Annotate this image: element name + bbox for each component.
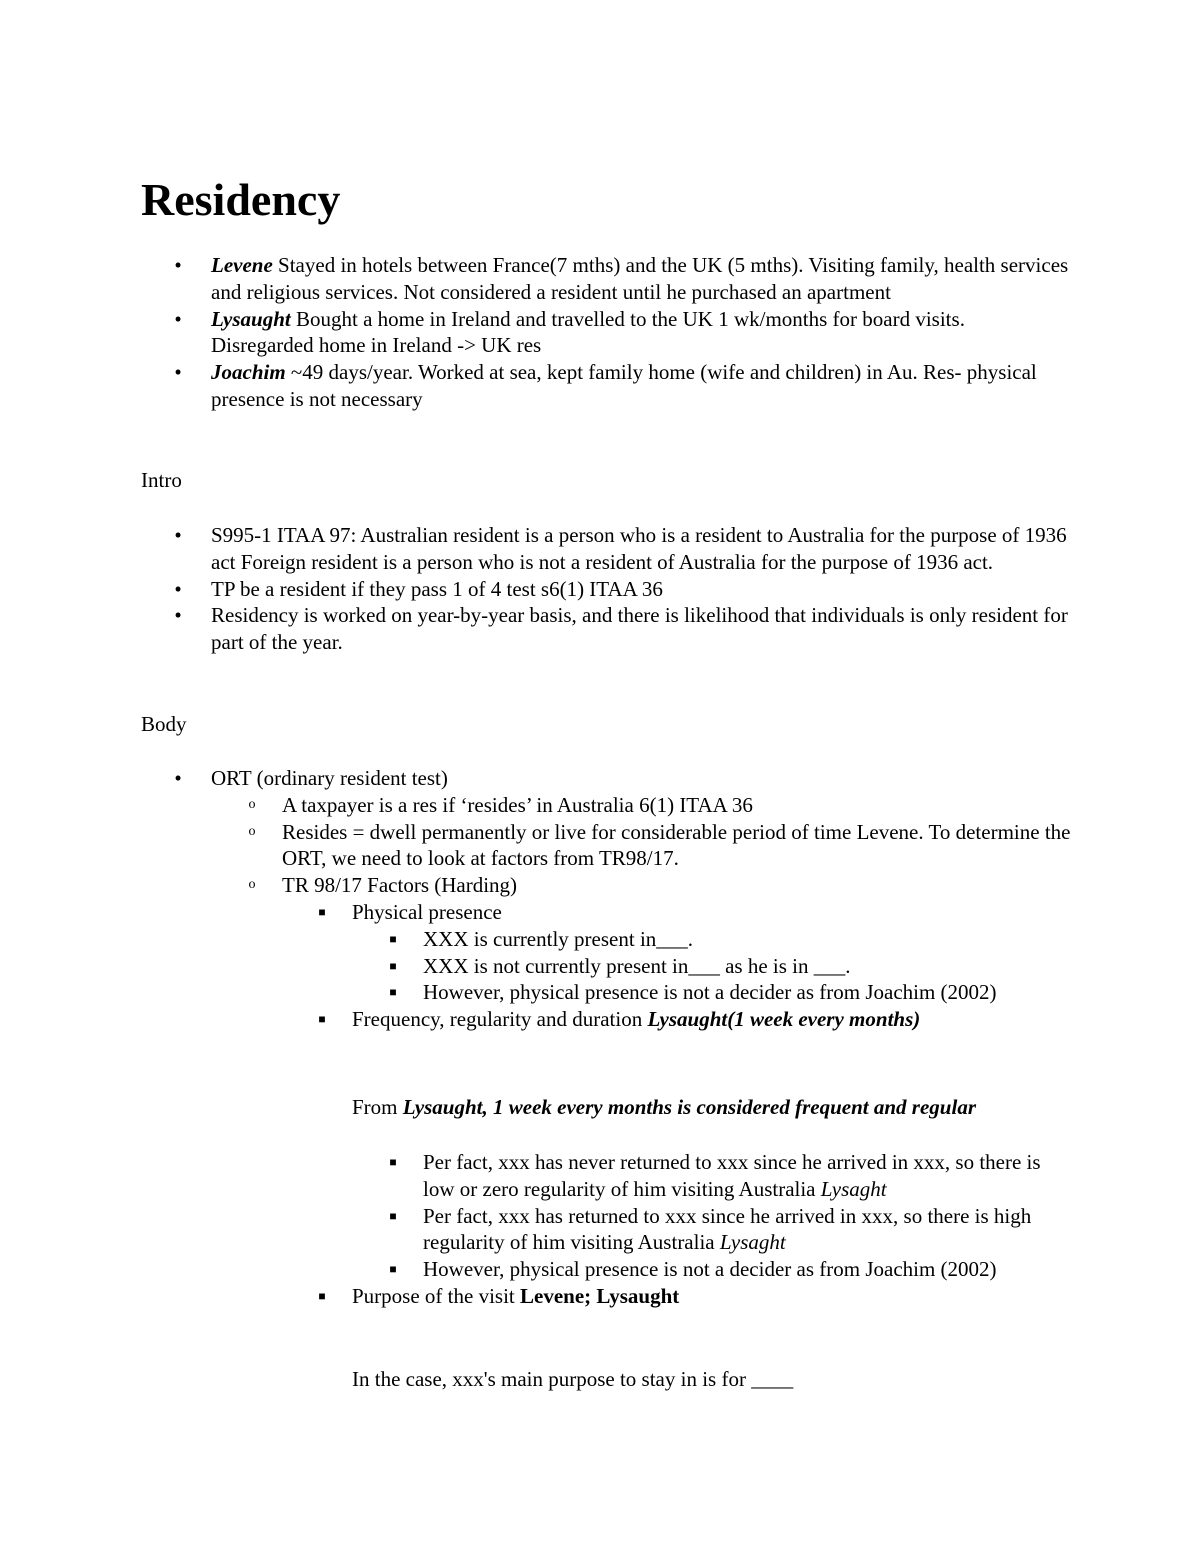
case-name: Levene <box>211 253 273 277</box>
square-bullet-icon: ■ <box>389 1155 397 1169</box>
frequency-list <box>0 1149 1200 1310</box>
list-item-text: A taxpayer is a res if ‘resides’ in Australia 6(1) ITAA 36 <box>282 792 753 817</box>
list-item <box>0 819 1072 873</box>
list-item <box>0 1283 1072 1310</box>
ort-label: ORT (ordinary resident test) <box>211 766 448 790</box>
case-text: Bought a home in Ireland and travelled to the UK 1 wk/months for board visits. Disregarded home in Ireland -> UK res <box>211 306 965 358</box>
bullet-icon: • <box>174 253 182 277</box>
intro-list <box>0 522 1200 656</box>
list-item <box>0 359 1071 413</box>
tr-factors-label: TR 98/17 Factors (Harding) <box>282 873 518 898</box>
square-bullet-icon: ■ <box>389 931 397 946</box>
case-text: Stayed in hotels between France(7 mths) and the UK (5 mths). Visiting family, health services and religious services. Not considered a resident until he purchased an apartment <box>211 253 1069 304</box>
bullet-icon: • <box>174 306 182 331</box>
list-item <box>0 1203 1073 1257</box>
bullet-icon: • <box>174 603 182 628</box>
body-heading: Body <box>141 712 187 736</box>
list-item-text: XXX is currently present in___. <box>423 926 694 951</box>
square-bullet-icon: ■ <box>389 1262 397 1277</box>
list-item <box>0 1006 1072 1033</box>
case-name: Lysaught(1 week every months) <box>647 1007 921 1032</box>
case-name: Lysaght <box>820 1176 887 1201</box>
list-item-text: Resides = dwell permanently or live for considerable period of time Levene. To determine the ORT, we need to look at factors from TR98/17. <box>282 819 1071 871</box>
bullet-icon: • <box>174 523 182 547</box>
list-item <box>0 953 1073 980</box>
list-item-text: TP be a resident if they pass 1 of 4 test s6(1) ITAA 36 <box>211 576 663 601</box>
case-list <box>0 252 1200 413</box>
circle-bullet-icon: o <box>248 823 256 839</box>
frequency-paragraph <box>352 1094 976 1121</box>
circle-bullet-icon: o <box>248 877 256 893</box>
bullet-icon: • <box>174 360 182 385</box>
circle-bullet-icon: o <box>248 796 256 812</box>
list-item <box>0 306 1071 360</box>
paragraph-prefix: From <box>352 1095 403 1119</box>
paragraph-emphasis: Lysaught, 1 week every months is considered frequent and regular <box>402 1095 976 1119</box>
list-item <box>0 926 1073 953</box>
list-item-text: Residency is worked on year-by-year basis, and there is likelihood that individuals is only resident for part of the year. <box>211 603 1068 655</box>
list-item <box>0 576 1071 603</box>
bullet-icon: • <box>174 766 182 790</box>
case-name: Lysaght <box>719 1230 786 1255</box>
list-item <box>0 602 1071 656</box>
case-name: Joachim <box>211 360 286 385</box>
body-list <box>0 765 1200 1033</box>
list-item <box>0 1149 1073 1203</box>
list-item-text: Per fact, xxx has never returned to xxx since he arrived in xxx, so there is low or zero regularity of him visiting Australia <box>423 1150 1041 1201</box>
square-bullet-icon: ■ <box>318 904 326 919</box>
list-item <box>0 792 1072 819</box>
list-item <box>0 1256 1073 1283</box>
page-title: Residency <box>141 174 341 225</box>
purpose-label: Purpose of the visit <box>352 1283 520 1308</box>
square-bullet-icon: ■ <box>318 1288 326 1303</box>
bullet-icon: • <box>174 576 182 601</box>
list-item-text: XXX is not currently present in___ as he is in ___. <box>423 953 851 978</box>
case-name: Lysaught <box>211 306 291 331</box>
square-bullet-icon: ■ <box>389 1208 397 1223</box>
frequency-label: Frequency, regularity and duration <box>352 1007 648 1032</box>
list-item <box>0 979 1073 1006</box>
square-bullet-icon: ■ <box>318 1012 326 1027</box>
list-item-text: S995-1 ITAA 97: Australian resident is a person who is a resident to Australia for the purpose of 1936 act Foreign resident is a person who is not a resident of Australia for the purpose of 1936 act. <box>211 523 1067 574</box>
intro-heading: Intro <box>141 468 182 492</box>
list-item-text: However, physical presence is not a decider as from Joachim (2002) <box>423 980 997 1005</box>
list-item <box>0 765 1071 792</box>
square-bullet-icon: ■ <box>389 958 397 973</box>
list-item-text: However, physical presence is not a decider as from Joachim (2002) <box>423 1257 997 1282</box>
list-item <box>0 522 1071 576</box>
list-item <box>0 872 1072 899</box>
list-item <box>0 252 1071 306</box>
physical-presence-label: Physical presence <box>352 899 502 924</box>
square-bullet-icon: ■ <box>389 985 397 1000</box>
purpose-paragraph: In the case, xxx's main purpose to stay in is for ____ <box>352 1367 794 1391</box>
case-names: Levene; Lysaught <box>520 1283 680 1308</box>
list-item <box>0 899 1072 926</box>
case-text: ~49 days/year. Worked at sea, kept family home (wife and children) in Au. Res- physical presence is not necessary <box>211 360 1037 411</box>
list-item-text: Per fact, xxx has returned to xxx since he arrived in xxx, so there is high regularity of him visiting Australia <box>423 1203 1032 1255</box>
